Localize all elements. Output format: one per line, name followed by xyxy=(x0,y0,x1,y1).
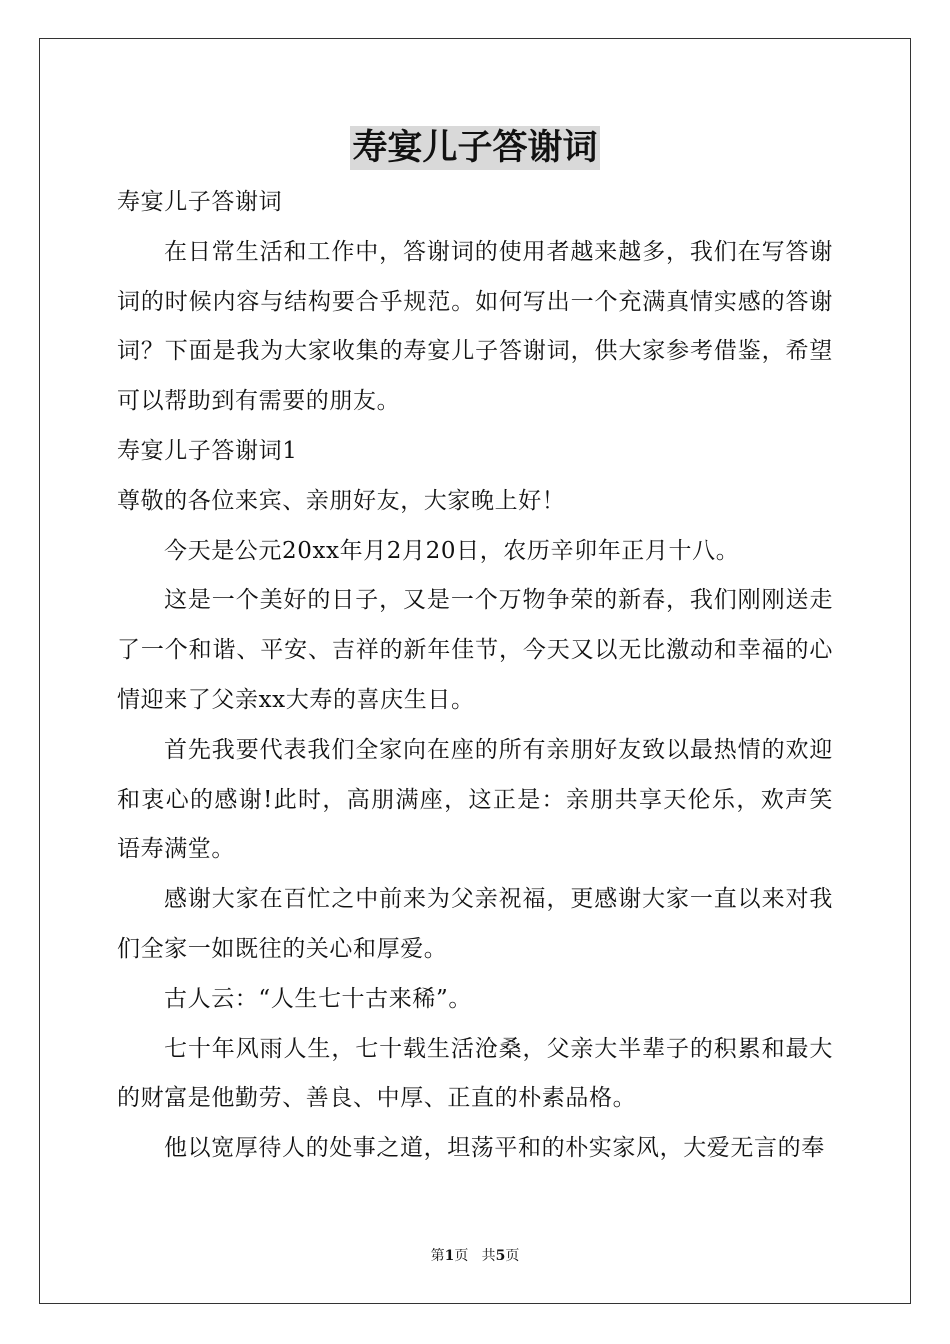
paragraph-date: 今天是公元20xx年月2月20日，农历辛卯年正月十八。 xyxy=(164,537,740,564)
paragraph-character: 他以宽厚待人的处事之道，坦荡平和的朴实家风，大爱无言的奉 xyxy=(164,1135,825,1162)
paragraph-quote: 古人云：“人生七十古来稀”。 xyxy=(164,985,472,1012)
page-footer xyxy=(0,1246,950,1266)
paragraph-greeting: 尊敬的各位来宾、亲朋好友，大家晚上好！ xyxy=(117,487,566,514)
paragraph-intro: 在日常生活和工作中，答谢词的使用者越来越多，我们在写答谢词的时候内容与结构要合乎规范。如何写出一个充满真情实感的答谢词？下面是我为大家收集的寿宴儿子答谢词，供大家参考借鉴，希望可以帮助到有需要的朋友。 xyxy=(117,238,833,415)
paragraph-thanks: 感谢大家在百忙之中前来为父亲祝福，更感谢大家一直以来对我们全家一如既往的关心和厚爱。 xyxy=(117,886,833,962)
footer-total-suffix: 页 xyxy=(505,1248,520,1264)
paragraph-new-spring: 这是一个美好的日子，又是一个万物争荣的新春，我们刚刚送走了一个和谐、平安、吉祥的新年佳节，今天又以无比激动和幸福的心情迎来了父亲xx大寿的喜庆生日。 xyxy=(117,587,833,713)
footer-page-prefix: 第 xyxy=(430,1248,445,1264)
paragraph-welcome: 首先我要代表我们全家向在座的所有亲朋好友致以最热情的欢迎和衷心的感谢!此时，高朋满座，这正是：亲朋共享天伦乐，欢声笑语寿满堂。 xyxy=(117,736,833,863)
document-title-text: 寿宴儿子答谢词 xyxy=(352,127,598,168)
footer-total-pages: 5 xyxy=(495,1248,506,1264)
document-title xyxy=(0,126,950,170)
footer-page-number: 1 xyxy=(444,1248,455,1264)
footer-page-suffix: 页 xyxy=(454,1248,469,1264)
paragraph-seventy-years: 七十年风雨人生，七十载生活沧桑，父亲大半辈子的积累和最大的财富是他勤劳、善良、中厚、正直的朴素品格。 xyxy=(117,1035,833,1112)
paragraph-subtitle: 寿宴儿子答谢词 xyxy=(117,189,283,215)
document-body xyxy=(117,178,833,1174)
footer-total-prefix: 共 xyxy=(481,1248,496,1264)
section-heading: 寿宴儿子答谢词1 xyxy=(117,437,298,464)
